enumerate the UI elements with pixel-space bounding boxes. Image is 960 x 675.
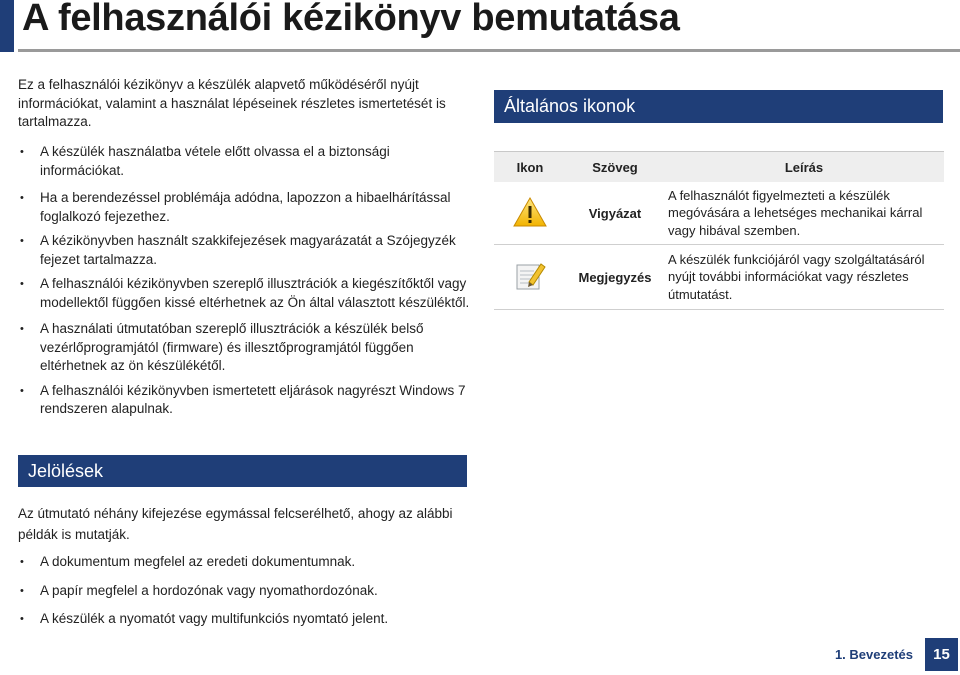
column-header-desc: Leírás bbox=[664, 152, 944, 183]
list-item: • A használati útmutatóban szereplő illusztrációk a készülék belső vezérlőprogramjától (firmware) és illesztőprogramjától függően eltérhetnek az ön készülékétől. bbox=[18, 320, 473, 376]
info-bullet-list bbox=[18, 143, 473, 419]
list-item: • A dokumentum megfelel az eredeti dokumentumnak. bbox=[18, 553, 468, 572]
intro-paragraph: Ez a felhasználói kézikönyv a készülék alapvető működéséről nyújt információkat, valamint a használat lépéseinek részletes ismertetését is tartalmazza. bbox=[18, 77, 446, 129]
table-row bbox=[494, 182, 944, 245]
list-item: • A készülék a nyomatót vagy multifunkciós nyomtató jelent. bbox=[18, 610, 468, 629]
conventions-bullet-list bbox=[18, 553, 468, 639]
list-item: • Ha a berendezéssel problémája adódna, lapozzon a hibaelhárítással foglalkozó fejezethez. bbox=[18, 189, 473, 226]
list-item: • A felhasználói kézikönyvben ismertetett eljárások nagyrészt Windows 7 rendszeren alapulnak. bbox=[18, 382, 473, 419]
page-number: 15 bbox=[925, 638, 958, 671]
column-header-icon: Ikon bbox=[494, 152, 566, 183]
title-divider bbox=[18, 49, 960, 52]
footer-chapter-label: 1. Bevezetés bbox=[834, 647, 913, 662]
conventions-intro: Az útmutató néhány kifejezése egymással felcserélhető, ahogy az alábbi példák is mutatják. bbox=[18, 506, 453, 542]
list-item: • A készülék használatba vétele előtt olvassa el a biztonsági információkat. bbox=[18, 143, 473, 180]
section-header-icons: Általános ikonok bbox=[494, 90, 943, 123]
page-title: A felhasználói kézikönyv bemutatása bbox=[22, 0, 680, 39]
column-header-text: Szöveg bbox=[566, 152, 664, 183]
list-item: • A felhasználói kézikönyvben szereplő illusztrációk a kiegészítőktől vagy modellektől függően kissé eltérhetnek az Ön által választott készüléktől. bbox=[18, 275, 473, 312]
table-row bbox=[494, 245, 944, 310]
row-text: Megjegyzés bbox=[566, 245, 664, 310]
list-item: • A papír megfelel a hordozónak vagy nyomathordozónak. bbox=[18, 582, 468, 601]
row-desc: A felhasználót figyelmezteti a készülék megóvására a lehetséges mechanikai kárral vagy hibával szemben. bbox=[664, 182, 944, 245]
icons-table bbox=[494, 151, 944, 310]
table-header-row bbox=[494, 152, 944, 183]
row-desc: A készülék funkciójáról vagy szolgáltatásáról nyújt további információkat vagy részletes útmutatást. bbox=[664, 245, 944, 310]
warning-triangle-icon bbox=[513, 215, 547, 230]
list-item: • A kézikönyvben használt szakkifejezések magyarázatát a Szójegyzék fejezet tartalmazza. bbox=[18, 232, 473, 269]
row-text: Vigyázat bbox=[566, 182, 664, 245]
note-pencil-icon bbox=[514, 280, 546, 295]
section-header-conventions: Jelölések bbox=[18, 455, 467, 487]
title-accent-bar bbox=[0, 0, 14, 52]
